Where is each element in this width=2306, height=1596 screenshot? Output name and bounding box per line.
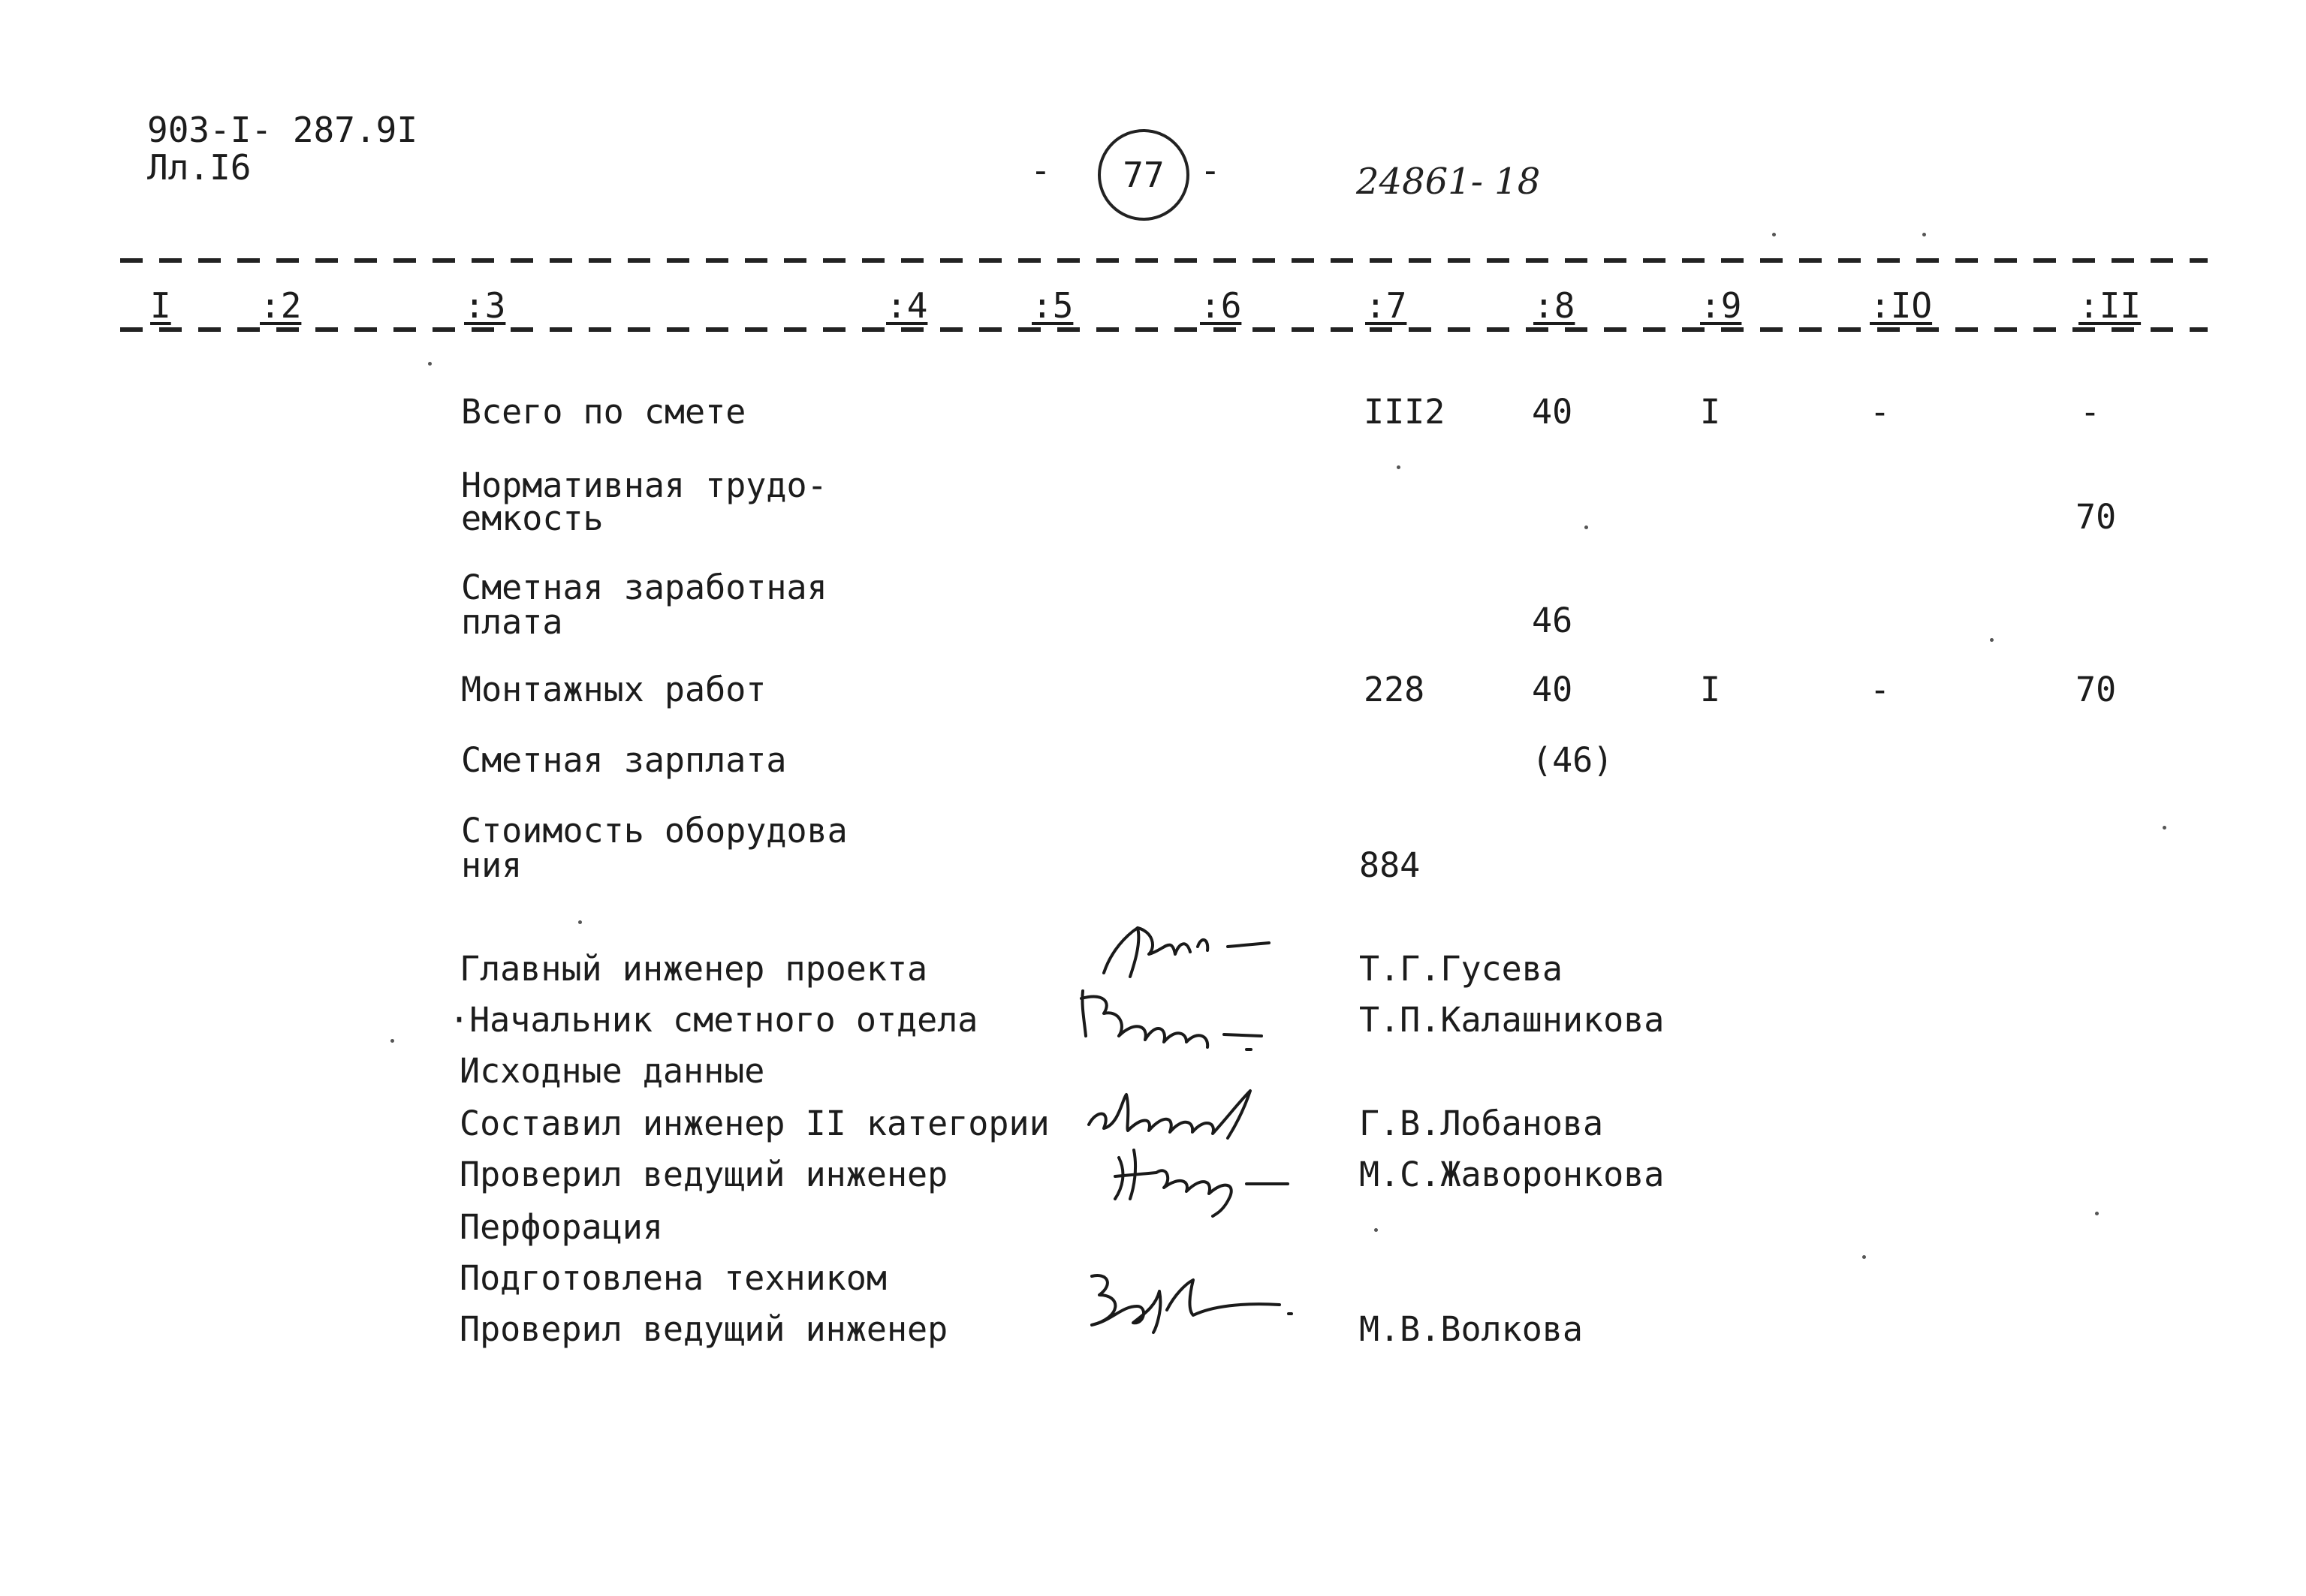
sign-role-2: ·Начальник сметного отдела: [449, 1000, 978, 1040]
sign-role-4: Составил инженер II категории: [460, 1104, 1050, 1143]
sign-role-8: Проверил ведущий инженер: [460, 1309, 948, 1349]
column-label-10: :IO: [1870, 285, 1933, 326]
row-total-col9: I: [1700, 392, 1721, 432]
page-number: 77: [1123, 155, 1165, 195]
row-installation-col11: 70: [2075, 670, 2117, 709]
sign-role-6: Перфорация: [460, 1207, 663, 1247]
header-dashed-rule-bottom: [120, 327, 2208, 332]
scan-speck: [428, 362, 432, 366]
scan-speck: [1990, 638, 1994, 642]
row-wages-col8: 46: [1532, 601, 1573, 640]
scan-speck: [1862, 1255, 1866, 1259]
column-label-11: :II: [2078, 285, 2142, 326]
sign-name-4: Г.В.Лобанова: [1359, 1104, 1604, 1143]
row-equipment-col7: 884: [1359, 845, 1421, 885]
scan-speck: [1374, 1228, 1378, 1232]
row-total-col10: -: [1870, 392, 1891, 432]
page-dash-right: -: [1200, 150, 1221, 191]
row-label-wages-line1: Сметная заработная: [461, 568, 827, 607]
row-installation-col7: 228: [1364, 670, 1425, 709]
row-installation-col9: I: [1700, 670, 1721, 709]
row-salary-col8: (46): [1532, 740, 1614, 780]
column-label-6: :6: [1200, 285, 1242, 326]
scan-speck: [1772, 233, 1776, 236]
signature-5: [1069, 1261, 1310, 1344]
scan-speck: [390, 1039, 394, 1043]
page-number-circle: [1098, 129, 1189, 221]
row-label-labor-line2: емкость: [461, 498, 604, 538]
sign-role-1: Главный инженер проекта: [460, 949, 928, 989]
scan-speck: [1584, 525, 1588, 529]
scan-speck: [578, 920, 582, 924]
column-label-7: :7: [1365, 285, 1407, 326]
row-installation-col8: 40: [1532, 670, 1573, 709]
row-label-labor-line1: Нормативная трудо-: [461, 465, 827, 505]
column-label-3: :3: [464, 285, 506, 326]
row-label-equipment-line2: ния: [461, 845, 523, 885]
scan-speck: [1397, 465, 1400, 469]
column-label-9: :9: [1700, 285, 1742, 326]
row-total-col11: -: [2080, 392, 2101, 432]
column-label-5: :5: [1032, 285, 1074, 326]
row-installation-col10: -: [1870, 670, 1891, 709]
page-dash-left: -: [1030, 150, 1051, 191]
signature-3: [1081, 1072, 1307, 1140]
handwritten-number: 24861- 18: [1356, 161, 1541, 203]
sheet-number: Лл.I6: [147, 147, 252, 188]
row-total-col7: III2: [1364, 392, 1445, 432]
scan-speck: [2095, 1212, 2099, 1215]
signature-4: [1104, 1135, 1314, 1218]
sign-name-5: М.С.Жаворонкова: [1359, 1155, 1665, 1194]
sign-role-3: Исходные данные: [460, 1051, 765, 1091]
signature-2: [1074, 976, 1284, 1058]
row-labor-col11: 70: [2075, 497, 2117, 537]
sign-role-7: Подготовлена техником: [460, 1258, 887, 1298]
row-label-total: Всего по смете: [461, 392, 746, 432]
row-label-installation: Монтажных работ: [461, 670, 767, 709]
sign-name-8: М.В.Волкова: [1359, 1309, 1584, 1349]
sign-role-5: Проверил ведущий инженер: [460, 1155, 948, 1194]
scan-speck: [1922, 233, 1926, 236]
row-label-wages-line2: плата: [461, 602, 563, 642]
sign-name-2: Т.П.Калашникова: [1359, 1000, 1665, 1040]
row-label-salary: Сметная зарплата: [461, 740, 787, 780]
header-dashed-rule-top: [120, 258, 2208, 263]
column-label-4: :4: [886, 285, 928, 326]
row-label-equipment-line1: Стоимость оборудова: [461, 811, 848, 851]
column-label-1: I: [150, 285, 171, 326]
column-label-8: :8: [1533, 285, 1575, 326]
column-label-2: :2: [260, 285, 302, 326]
row-total-col8: 40: [1532, 392, 1573, 432]
document-code: 903-I- 287.9I: [147, 110, 418, 150]
sign-name-1: Т.Г.Гусева: [1359, 949, 1563, 989]
scan-speck: [2163, 826, 2166, 830]
